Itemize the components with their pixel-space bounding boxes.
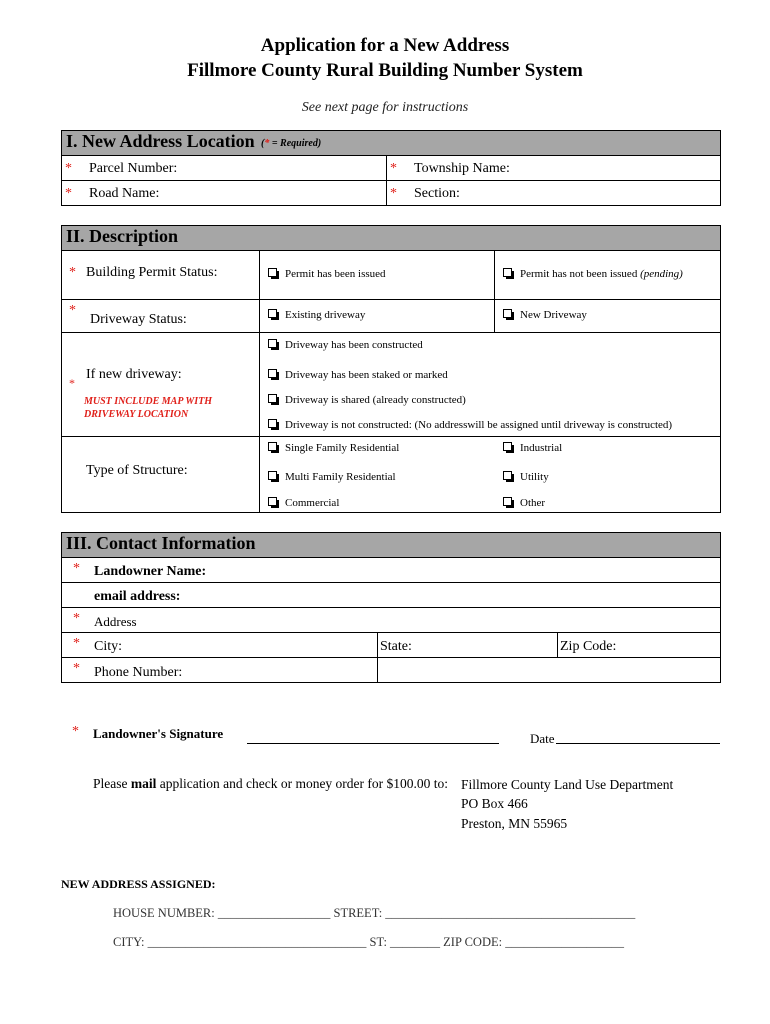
- address-field[interactable]: * Address: [61, 607, 721, 633]
- structure-industrial-option[interactable]: Industrial: [503, 442, 562, 454]
- checkbox-icon: [503, 442, 512, 451]
- section-field[interactable]: * Section:: [386, 180, 721, 206]
- checkbox-icon: [503, 471, 512, 480]
- email-field[interactable]: [61, 582, 721, 608]
- township-name-field[interactable]: * Township Name:: [386, 155, 721, 181]
- permit-not-issued-cell: [494, 250, 721, 300]
- city-st-zip-line: CITY: ___________________________________ ST: ________ ZIP CODE: ___________________: [113, 935, 624, 949]
- map-requirement-note-2: DRIVEWAY LOCATION: [84, 409, 189, 420]
- section3-heading: III. Contact Information: [66, 533, 256, 553]
- section3-header: [61, 532, 721, 558]
- driveway-new-cell: [494, 299, 721, 333]
- permit-issued-cell: [259, 250, 495, 300]
- permit-not-issued-option[interactable]: Permit has not been issued (pending): [503, 268, 683, 280]
- parcel-label: Parcel Number:: [89, 161, 178, 176]
- mail-address-line3: Preston, MN 55965: [461, 816, 568, 831]
- driveway-existing-cell: [259, 299, 495, 333]
- structure-multi-family-option[interactable]: Multi Family Residential: [268, 471, 396, 483]
- driveway-existing-option[interactable]: Existing driveway: [268, 309, 365, 321]
- signature-line[interactable]: [247, 743, 499, 744]
- email-label: email address:: [94, 589, 181, 604]
- zip-code-field[interactable]: [557, 632, 721, 658]
- date-label: Date: [530, 731, 555, 746]
- signature-label: Landowner's Signature: [93, 726, 224, 741]
- driveway-status-label: Driveway Status:: [90, 312, 187, 327]
- checkbox-icon: [503, 309, 512, 318]
- checkbox-icon: [268, 394, 277, 403]
- driveway-staked-option[interactable]: Driveway has been staked or marked: [268, 369, 448, 381]
- city-field[interactable]: * City:: [61, 632, 378, 658]
- checkbox-icon: [268, 339, 277, 348]
- mail-address-line2: PO Box 466: [461, 796, 528, 811]
- checkbox-icon: [268, 419, 277, 428]
- structure-utility-option[interactable]: Utility: [503, 471, 549, 483]
- checkbox-icon: [268, 309, 277, 318]
- structure-options-cell: [259, 436, 721, 513]
- checkbox-icon: [268, 442, 277, 451]
- state-field[interactable]: [377, 632, 558, 658]
- structure-single-family-option[interactable]: Single Family Residential: [268, 442, 399, 454]
- township-label: Township Name:: [414, 161, 510, 176]
- new-address-assigned-heading: NEW ADDRESS ASSIGNED:: [61, 877, 216, 891]
- new-driveway-options-cell: [259, 332, 721, 437]
- road-name-field[interactable]: * Road Name:: [61, 180, 387, 206]
- driveway-status-label-cell: * Driveway Status:: [61, 299, 260, 333]
- checkbox-icon: [268, 369, 277, 378]
- mail-address-line1: Fillmore County Land Use Department: [461, 777, 674, 792]
- parcel-number-field[interactable]: * Parcel Number:: [61, 155, 387, 181]
- permit-status-label: Building Permit Status:: [86, 265, 218, 280]
- city-label: City:: [94, 639, 123, 654]
- structure-label-cell: [61, 436, 260, 513]
- form-title-line1: Application for a New Address: [260, 35, 510, 56]
- driveway-constructed-option[interactable]: Driveway has been constructed: [268, 339, 423, 351]
- permit-status-label-cell: * Building Permit Status:: [61, 250, 260, 300]
- new-driveway-label: If new driveway:: [86, 367, 182, 382]
- new-driveway-label-cell: * If new driveway: MUST INCLUDE MAP WITH DRIVEWAY LOCATION: [61, 332, 260, 437]
- checkbox-icon: [268, 268, 277, 277]
- house-number-street-line: HOUSE NUMBER: __________________ STREET: ________________________________________: [113, 906, 636, 920]
- phone-number-label: Phone Number:: [94, 665, 183, 680]
- structure-commercial-option[interactable]: Commercial: [268, 497, 339, 509]
- form-title-line2: Fillmore County Rural Building Number System: [187, 60, 583, 81]
- landowner-name-label: Landowner Name:: [94, 564, 207, 579]
- checkbox-icon: [503, 497, 512, 506]
- checkbox-icon: [503, 268, 512, 277]
- state-label: State:: [380, 639, 412, 654]
- driveway-shared-option[interactable]: Driveway is shared (already constructed): [268, 394, 466, 406]
- mail-instructions: Please mail application and check or money order for $100.00 to:: [93, 776, 449, 791]
- phone-number-field[interactable]: * Phone Number:: [61, 657, 378, 683]
- checkbox-icon: [268, 471, 277, 480]
- section1-header: [61, 130, 721, 156]
- driveway-not-constructed-option[interactable]: Driveway is not constructed: (No addresswill be assigned until driveway is constructed): [268, 419, 672, 431]
- section2-header: [61, 225, 721, 251]
- zip-code-label: Zip Code:: [560, 639, 617, 654]
- section2-heading: II. Description: [66, 226, 178, 246]
- map-requirement-note-1: MUST INCLUDE MAP WITH: [84, 396, 213, 407]
- section-label: Section:: [414, 186, 460, 201]
- required-legend: (* = Required): [261, 138, 322, 149]
- phone-extra-cell: [377, 657, 721, 683]
- driveway-new-option[interactable]: New Driveway: [503, 309, 587, 321]
- checkbox-icon: [268, 497, 277, 506]
- instructions-note: See next page for instructions: [301, 100, 469, 115]
- date-line[interactable]: [556, 743, 720, 744]
- structure-other-option[interactable]: Other: [503, 497, 545, 509]
- structure-type-label: Type of Structure:: [86, 463, 188, 478]
- permit-issued-option[interactable]: Permit has been issued: [268, 268, 386, 280]
- road-label: Road Name:: [89, 186, 160, 201]
- address-label: Address: [94, 614, 137, 629]
- section1-heading: I. New Address Location: [66, 131, 255, 151]
- landowner-name-field[interactable]: * Landowner Name:: [61, 557, 721, 583]
